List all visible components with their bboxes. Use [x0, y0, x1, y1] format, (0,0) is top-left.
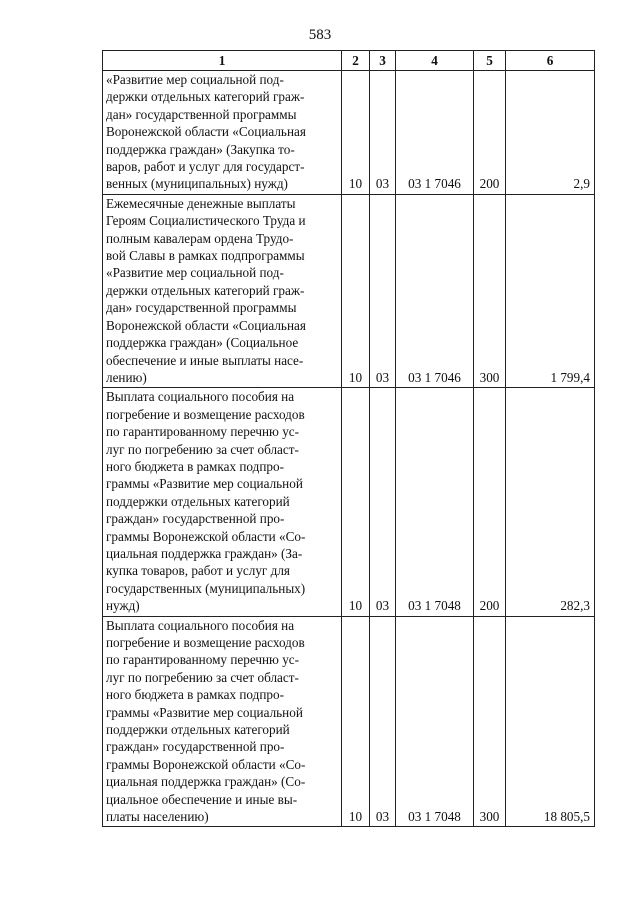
description-line: Воронежской области «Социальная: [106, 317, 306, 333]
description-line: полным кавалерам ордена Трудо-: [106, 230, 294, 246]
description-line: циальная поддержка граждан» (Со-: [106, 774, 306, 790]
description-line: «Развитие мер социальной под-: [106, 265, 284, 281]
header-col-4: 4: [396, 51, 474, 71]
description-line: дан» государственной программы: [106, 106, 297, 122]
target-article-code: 03 1 7048: [396, 616, 474, 827]
amount: 18 805,5: [506, 616, 595, 827]
header-col-3: 3: [370, 51, 396, 71]
description-line: платы населению): [106, 809, 209, 825]
description-line: поддержка граждан» (Социальное: [106, 335, 299, 351]
table-row: [103, 616, 595, 827]
description-line: циальное обеспечение и иные вы-: [106, 791, 298, 807]
description-line: держки отдельных категорий граж-: [106, 89, 305, 105]
description-line: луг по погребению за счет област-: [106, 669, 299, 685]
section-code: 10: [342, 388, 370, 616]
description-line: погребение и возмещение расходов: [106, 635, 305, 650]
expense-type-code: 300: [474, 616, 506, 827]
header-col-5: 5: [474, 51, 506, 71]
description-line: государственных (муниципальных): [106, 580, 306, 596]
description-line: поддержка граждан» (Закупка то-: [106, 141, 295, 157]
description-line: Выплата социального пособия на: [106, 617, 295, 633]
description-line: обеспечение и иные выплаты насе-: [106, 352, 304, 368]
row-description: [103, 194, 342, 387]
description-line: граммы Воронежской области «Со-: [106, 756, 306, 772]
target-article-code: 03 1 7046: [396, 194, 474, 387]
section-code: 10: [342, 194, 370, 387]
description-line: Воронежской области «Социальная: [106, 124, 306, 140]
amount: 1 799,4: [506, 194, 595, 387]
description-line: венных (муниципальных) нужд): [106, 176, 288, 192]
section-code: 10: [342, 616, 370, 827]
expense-type-code: 200: [474, 388, 506, 616]
subsection-code: 03: [370, 388, 396, 616]
header-col-6: 6: [506, 51, 595, 71]
description-line: поддержки отдельных категорий: [106, 493, 290, 509]
description-line: граммы «Развитие мер социальной: [106, 476, 303, 492]
description-line: нужд): [106, 598, 140, 614]
subsection-code: 03: [370, 194, 396, 387]
description-line: граждан» государственной про-: [106, 739, 285, 755]
description-line: граммы «Развитие мер социальной: [106, 704, 303, 720]
row-description: [103, 71, 342, 195]
description-line: луг по погребению за счет област-: [106, 441, 299, 457]
description-line: погребение и возмещение расходов: [106, 406, 305, 422]
description-line: купка товаров, работ и услуг для: [106, 563, 290, 579]
table-row: [103, 194, 595, 387]
table-row: [103, 71, 595, 195]
description-line: ного бюджета в рамках подпро-: [106, 687, 284, 703]
description-line: граждан» государственной про-: [106, 511, 285, 527]
section-code: 10: [342, 71, 370, 195]
description-line: «Развитие мер социальной под-: [106, 72, 284, 87]
header-col-2: 2: [342, 51, 370, 71]
description-line: лению): [106, 369, 147, 385]
description-line: Выплата социального пособия на: [106, 389, 295, 405]
table-header: [103, 51, 595, 71]
description-line: поддержки отдельных категорий: [106, 722, 290, 738]
description-line: ного бюджета в рамках подпро-: [106, 458, 284, 474]
expense-type-code: 300: [474, 194, 506, 387]
amount: 282,3: [506, 388, 595, 616]
row-description: [103, 388, 342, 616]
description-line: Ежемесячные денежные выплаты: [106, 195, 296, 211]
subsection-code: 03: [370, 616, 396, 827]
description-line: варов, работ и услуг для государст-: [106, 159, 305, 175]
description-line: по гарантированному перечню ус-: [106, 652, 300, 668]
subsection-code: 03: [370, 71, 396, 195]
amount: 2,9: [506, 71, 595, 195]
row-description: [103, 616, 342, 827]
description-line: держки отдельных категорий граж-: [106, 282, 305, 298]
description-line: граммы Воронежской области «Со-: [106, 528, 306, 544]
target-article-code: 03 1 7048: [396, 388, 474, 616]
description-line: циальная поддержка граждан» (За-: [106, 545, 303, 561]
description-line: по гарантированному перечню ус-: [106, 424, 300, 440]
expense-type-code: 200: [474, 71, 506, 195]
table-body: [103, 71, 595, 827]
table-row: [103, 388, 595, 616]
target-article-code: 03 1 7046: [396, 71, 474, 195]
page-number: 583: [308, 27, 332, 43]
description-line: вой Славы в рамках подпрограммы: [106, 248, 305, 264]
header-col-1: 1: [103, 51, 342, 71]
header-row: [103, 51, 595, 71]
budget-table: [102, 50, 595, 827]
description-line: дан» государственной программы: [106, 300, 297, 316]
description-line: Героям Социалистического Труда и: [106, 213, 306, 229]
